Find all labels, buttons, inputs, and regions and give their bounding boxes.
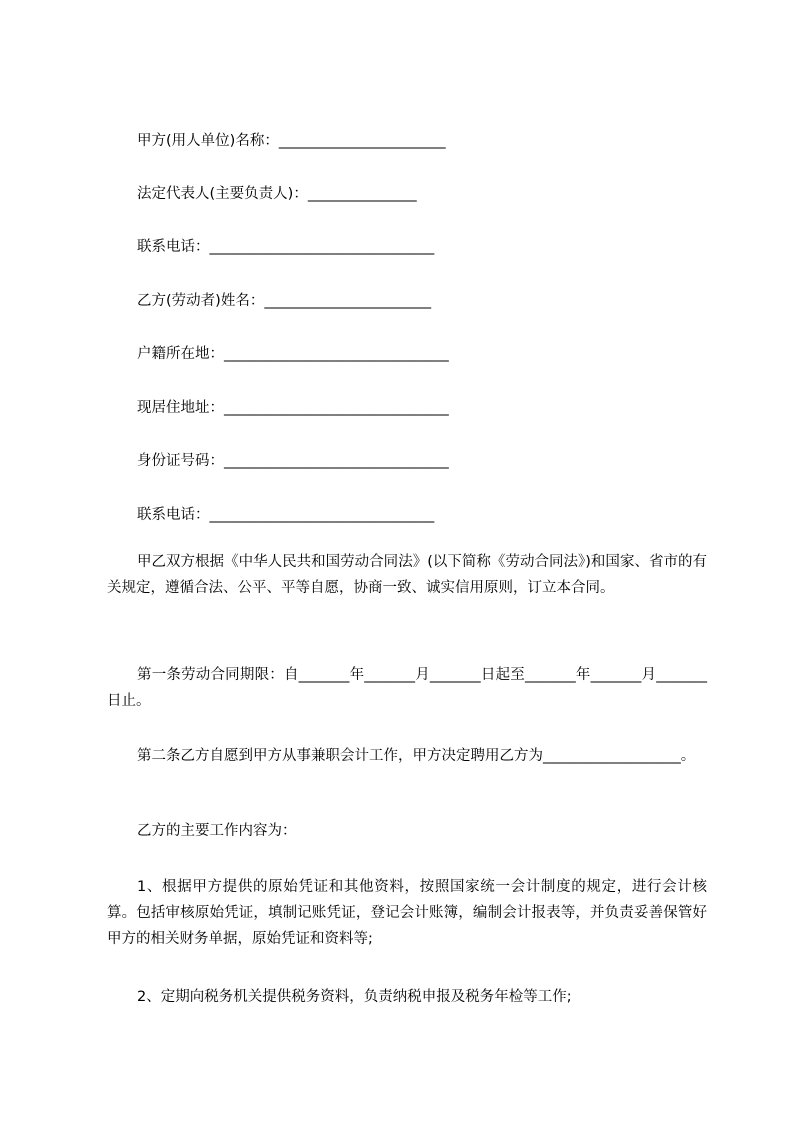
employee-name-field: 乙方(劳动者)姓名：_______________________: [137, 293, 432, 309]
household-address-field: 户籍所在地：_______________________________: [137, 346, 449, 362]
employee-phone-field: 联系电话：_______________________________: [137, 507, 435, 523]
id-number-field: 身份证号码：_______________________________: [137, 453, 449, 469]
legal-representative-field: 法定代表人(主要负责人)：_______________: [137, 186, 417, 202]
duty-1-paragraph: 1、根据甲方提供的原始凭证和其他资料，按照国家统一会计制度的规定，进行会计核算。包括审核原始凭证，填制记账凭证，登记会计账簿，编制会计报表等，并负责妥善保管好甲方的相关财务单据，原始凭证和资料等;: [107, 879, 707, 947]
article-1-paragraph: 第一条劳动合同期限：自_______年_______月_______日起至_______年_______月_______日止。: [107, 667, 707, 709]
article-2-paragraph: 第二条乙方自愿到甲方从事兼职会计工作，甲方决定聘用乙方为___________________。: [137, 748, 696, 764]
employer-name-field: 甲方(用人单位)名称：_______________________: [137, 133, 446, 149]
preamble-paragraph: 甲乙双方根据《中华人民共和国劳动合同法》(以下简称《劳动合同法》)和国家、省市的有关规定，遵循合法、公平、平等自愿，协商一致、诚实信用原则，订立本合同。: [107, 554, 707, 596]
duties-heading: 乙方的主要工作内容为：: [137, 823, 297, 839]
employer-phone-field: 联系电话：_______________________________: [137, 239, 435, 255]
duty-2-paragraph: 2、定期向税务机关提供税务资料，负责纳税申报及税务年检等工作;: [137, 989, 572, 1005]
current-address-field: 现居住地址：_______________________________: [137, 400, 449, 416]
